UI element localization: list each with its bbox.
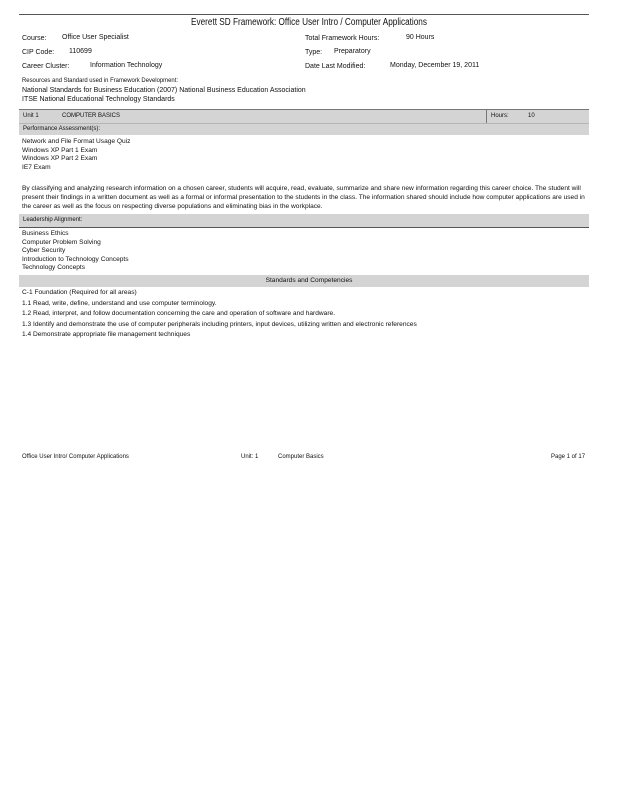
leadership-item: Cyber Security <box>22 247 66 254</box>
leadership-list <box>22 230 129 273</box>
type-value: Preparatory <box>334 48 371 55</box>
assessment-list <box>22 138 130 172</box>
standards-list <box>22 288 417 341</box>
unit-bar-mid-rule <box>19 123 589 124</box>
title-rule <box>19 14 589 15</box>
standard-item: 1.4 Demonstrate appropriate file management techniques <box>22 331 191 338</box>
footer-course: Office User Intro/ Computer Applications <box>22 454 129 460</box>
course-value: Office User Specialist <box>62 34 129 41</box>
leadership-item: Computer Problem Solving <box>22 238 101 246</box>
career-value: Information Technology <box>90 62 163 69</box>
page-title: Everett SD Framework: Office User Intro / Computer Applications <box>191 17 427 28</box>
leadership-item: Technology Concepts <box>22 264 86 271</box>
resources-line-1: National Standards for Business Education (2007) National Business Education Association <box>22 87 306 94</box>
leadership-bar <box>19 214 589 227</box>
assessment-item: Windows XP Part 1 Exam <box>22 146 98 154</box>
performance-label: Performance Assessment(s): <box>23 126 101 132</box>
resources-label: Resources and Standard used in Framework Development: <box>22 77 179 84</box>
cip-value: 110699 <box>69 48 92 55</box>
course-label: Course: <box>22 35 47 42</box>
standard-item: C-1 Foundation (Required for all areas) <box>22 289 137 296</box>
footer-unit-name: Computer Basics <box>278 454 324 460</box>
unit-description: By classifying and analyzing research information on a chosen career, students will acquire, read, evaluate, summarize and share new information regarding this career choice. The student will present their findings in a written document as well as a formal or informal presentation to the students in the class. The information shared should include how computer applications are used in the career as well as the focus on respecting diverse populations and eliminating bias in the workplace. <box>22 185 585 210</box>
unit-name: COMPUTER BASICS <box>62 113 121 119</box>
footer-unit: Unit: 1 <box>241 454 259 460</box>
modified-label: Date Last Modified: <box>305 63 366 70</box>
standard-item: 1.3 Identify and demonstrate the use of computer peripherals including printers, input devices, utilizing written and electronic references <box>22 320 417 328</box>
assessment-item: Network and File Format Usage Quiz <box>22 138 131 145</box>
leadership-item: Introduction to Technology Concepts <box>22 255 129 263</box>
unit-bar-divider <box>486 109 487 123</box>
unit-bar-top-rule <box>19 109 589 110</box>
unit-hours-label: Hours: <box>491 113 509 119</box>
assessment-item: IE7 Exam <box>22 163 51 171</box>
total-hours-label: Total Framework Hours: <box>305 35 380 42</box>
resources-line-2: ITSE National Educational Technology Standards <box>22 96 175 103</box>
footer-page-number: Page 1 of 17 <box>551 454 586 460</box>
leadership-bar-rule <box>19 227 589 228</box>
career-label: Career Cluster: <box>22 63 70 70</box>
leadership-item: Business Ethics <box>22 230 69 237</box>
modified-value: Monday, December 19, 2011 <box>390 62 480 69</box>
type-label: Type: <box>305 49 323 56</box>
cip-label: CIP Code: <box>22 49 55 56</box>
standards-label: Standards and Competencies <box>265 277 353 284</box>
assessment-item: Windows XP Part 2 Exam <box>22 155 98 162</box>
unit-label: Unit 1 <box>23 113 39 119</box>
unit-hours-value: 10 <box>528 113 535 119</box>
leadership-label: Leadership Alignment: <box>23 217 83 223</box>
standard-item: 1.2 Read, interpret, and follow documentation concerning the care and operation of software and hardware. <box>22 310 336 317</box>
standard-item: 1.1 Read, write, define, understand and use computer terminology. <box>22 299 217 307</box>
total-hours-value: 90 Hours <box>406 34 435 41</box>
